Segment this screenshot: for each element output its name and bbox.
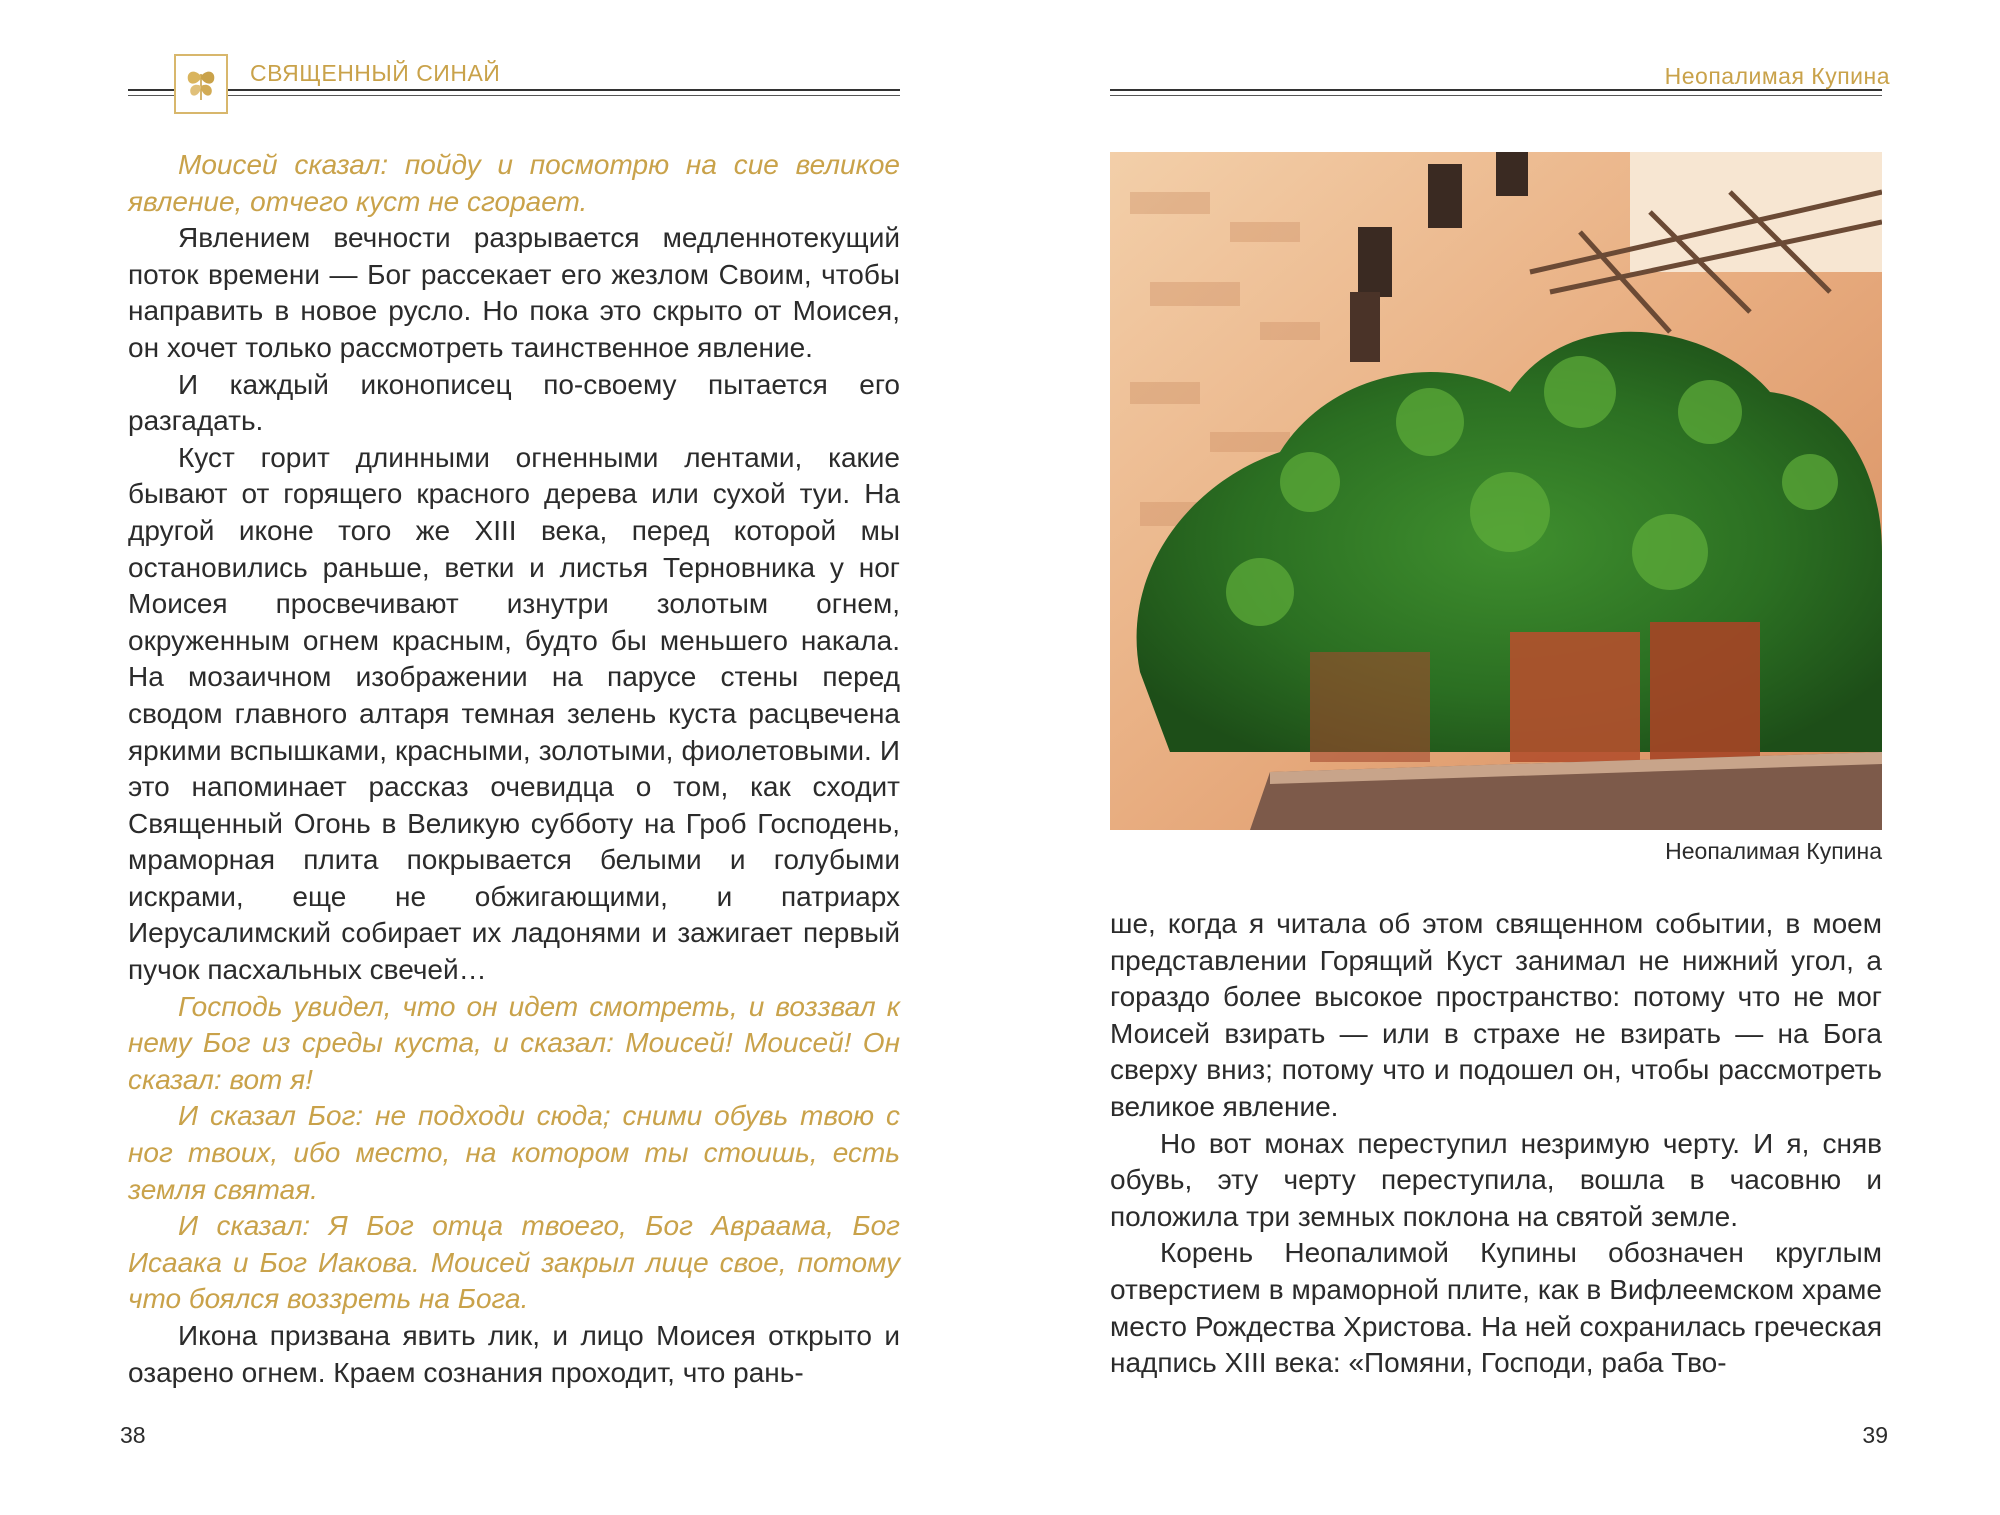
page-number-left: 38 (120, 1422, 146, 1448)
paragraph: ше, когда я читала об этом священном событии, в моем представлении Горящий Куст занимал не нижний угол, а гораздо более высокое пространство: потому что не мог Моисей взирать — или в страхе не взирать — на Бога сверху вниз; потому что и подошел он, чтобы рассмотреть великое явление. (1110, 908, 1882, 1122)
header-rule-thin (128, 95, 900, 96)
burning-bush-photo (1110, 152, 1882, 830)
header-rule-thin (1110, 95, 1882, 96)
paragraph: Куст горит длинными огненными лентами, какие бывают от горящего красного дерева или сухой туи. На другой иконе того же XIII века, перед которой мы остановились раньше, ветки и листья Терновника у ног Моисея просвечивают изнутри золотым огнем, окруженным огнем красным, будто бы меньшего накала. На мозаичном изображении на парусе стены перед сводом главного алтаря темная зелень куста расцвечена яркими вспышками, красными, золотыми, фиолетовыми. И это напоминает рассказ очевидца о том, как сходит Священный Огонь в Великую субботу на Гроб Господень, мраморная плита покрывается белыми и голубыми искрами, еще не обжигающими, и патриарх Иерусалимский собирает их ладонями и зажигает первый пучок пасхальных свечей… (128, 441, 900, 986)
leaf-logo-icon (180, 62, 222, 106)
scripture-quote: Моисей сказал: пойду и посмотрю на сие великое явление, отчего куст не сгорает. (128, 149, 900, 217)
scripture-quote: Господь увидел, что он идет смотреть, и воззвал к нему Бог из среды куста, и сказал: Моисей! Моисей! Он сказал: вот я! (128, 990, 900, 1095)
scripture-quote: И сказал Бог: не подходи сюда; сними обувь твою с ног твоих, ибо место, на котором ты стоишь, есть земля святая. (128, 1100, 900, 1205)
paragraph: Корень Неопалимой Купины обозначен круглым отверстием в мраморной плите, как в Вифлеемском храме место Рождества Христова. На ней сохранилась греческая надпись XIII века: «Помяни, Господи, раба Тво- (1110, 1237, 1882, 1379)
paragraph: И каждый иконописец по-своему пытается его разгадать. (128, 368, 900, 437)
scripture-quote: И сказал: Я Бог отца твоего, Бог Авраама, Бог Исаака и Бог Иакова. Моисей закрыл лице свое, потому что боялся воззреть на Бога. (128, 1210, 900, 1315)
burning-bush-illustration (1110, 152, 1882, 830)
header-rule (1110, 89, 1882, 91)
running-head-left: СВЯЩЕННЫЙ СИНАЙ (250, 60, 501, 86)
page-number-right: 39 (1862, 1422, 1888, 1448)
book-logo (174, 54, 228, 114)
paragraph: Явлением вечности разрывается медленнотекущий поток времени — Бог рассекает его жезлом Своим, чтобы направить в новое русло. Но пока это скрыто от Моисея, он хочет только рассмотреть таинственное явление. (128, 222, 900, 363)
right-page (1000, 0, 2000, 1515)
photo-caption: Неопалимая Купина (1665, 838, 1882, 864)
left-page-text (128, 147, 900, 1391)
paragraph: Но вот монах переступил незримую черту. И я, сняв обувь, эту черту переступила, вошла в часовню и положила три земных поклона на святой земле. (1110, 1127, 1882, 1232)
right-page-text (1110, 906, 1882, 1382)
running-head-right: Неопалимая Купина (1664, 63, 1890, 89)
paragraph: Икона призвана явить лик, и лицо Моисея открыто и озарено огнем. Краем сознания проходит, что рань- (128, 1320, 900, 1388)
header-rule (128, 89, 900, 91)
